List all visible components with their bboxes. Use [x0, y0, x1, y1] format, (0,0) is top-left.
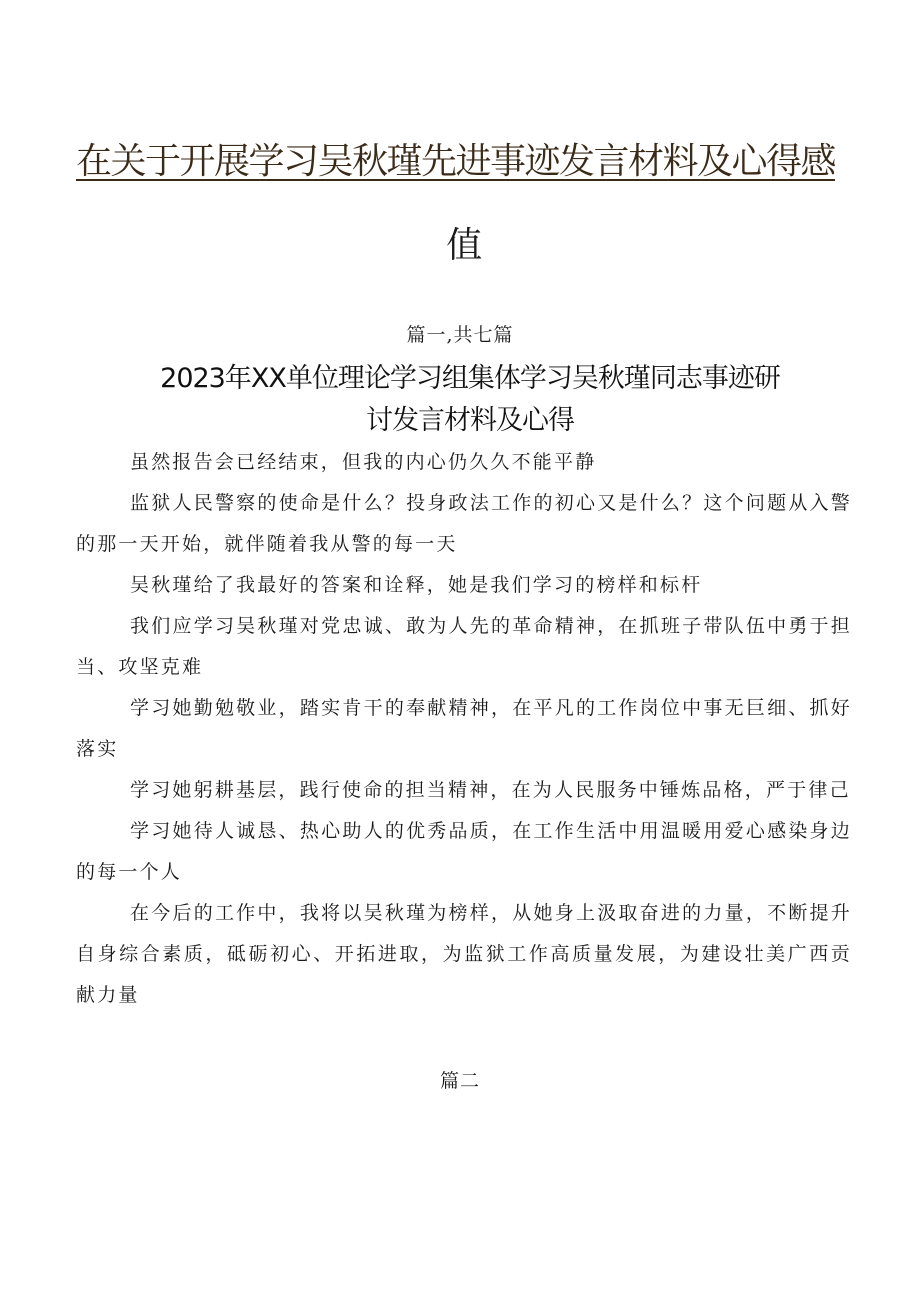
- paragraph: 监狱人民警察的使命是什么？投身政法工作的初心又是什么？这个问题从入警的那一天开始，就伴随着我从警的每一天: [76, 492, 852, 555]
- part2-label: 篇二: [439, 1070, 480, 1092]
- document-title: [76, 140, 856, 268]
- paragraph: 学习她待人诚恳、热心助人的优秀品质，在工作生活中用温暖用爱心感染身边的每一个人: [76, 820, 852, 883]
- part1-label: 篇一,共七篇: [406, 324, 514, 346]
- section-subtitle-line2: 讨发言材料及心得: [366, 405, 574, 436]
- paragraph: 我们应学习吴秋瑾对党忠诚、敢为人先的革命精神，在抓班子带队伍中勇于担当、攻坚克难: [76, 615, 852, 678]
- paragraph: 在今后的工作中，我将以吴秋瑾为榜样，从她身上汲取奋进的力量，不断提升自身综合素质，砥砺初心、开拓进取，为监狱工作高质量发展，为建设壮美广西贡献力量: [76, 902, 852, 1006]
- section-subtitle: [90, 358, 850, 442]
- document-title-line2: 值: [446, 225, 481, 266]
- section-subtitle-line1: 2023年XX单位理论学习组集体学习吴秋瑾同志事迹研: [160, 363, 780, 394]
- document-title-line1: 在关于开展学习吴秋瑾先进事迹发言材料及心得感: [76, 141, 836, 182]
- paragraph: 学习她躬耕基层，践行使命的担当精神，在为人民服务中锤炼品格，严于律己: [130, 779, 851, 801]
- body-text: [76, 442, 852, 1016]
- paragraph: 吴秋瑾给了我最好的答案和诠释，她是我们学习的榜样和标杆: [130, 574, 703, 596]
- paragraph: 学习她勤勉敬业，踏实肯干的奉献精神，在平凡的工作岗位中事无巨细、抓好落实: [76, 697, 852, 760]
- paragraph: 虽然报告会已经结束，但我的内心仍久久不能平静: [130, 451, 597, 473]
